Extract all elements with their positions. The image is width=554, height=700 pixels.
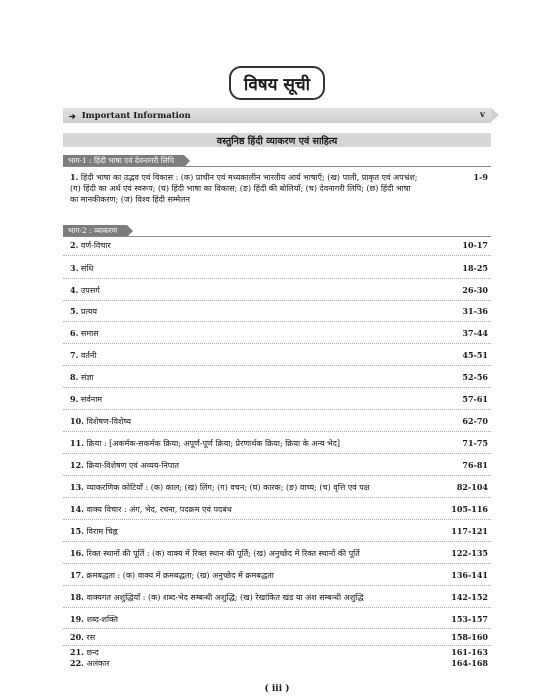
entry-pages: 45-51 [462,350,488,360]
entry-title: विराम चिह्न [86,527,118,536]
toc-entry-14[interactable] [70,504,488,515]
toc-entry-3[interactable] [70,263,488,274]
important-information-link[interactable] [63,108,491,123]
toc-entry-19[interactable] [70,614,488,625]
toc-entry-2[interactable] [70,240,488,251]
entry-title: विशेषण-विशेष्य [86,417,131,426]
entry-pages: 142-152 [451,592,488,602]
entry-pages: 158-160 [451,632,488,642]
entry-pages: 18-25 [462,263,488,273]
entry-pages: 76-81 [462,460,488,470]
toc-entry-15[interactable] [70,526,488,537]
page-title: विषय सूची [229,66,325,100]
entry-pages: 117-121 [451,526,488,536]
part-2-tag: भाग-2 : व्याकरण [63,225,127,237]
divider [63,563,491,564]
entry-title: शब्द-शक्ति [86,615,118,624]
entry-title: क्रमबद्धता : (क) वाक्य में क्रमबद्धता; (ख) अनुच्छेद में क्रमबद्धता [86,571,274,580]
divider [63,343,491,344]
entry-number: 13. [70,482,84,492]
toc-entry-7[interactable] [70,350,488,361]
entry-number: 9. [70,394,79,404]
entry-number: 6. [70,328,79,338]
entry-pages: 62-70 [462,416,488,426]
entry-title: वर्तनी [80,351,97,360]
divider [63,255,491,256]
part-2-divider [63,236,491,237]
divider [63,278,491,279]
toc-entry-1[interactable] [70,172,488,205]
page-number-footer: ( iii ) [264,684,290,694]
entry-pages: 1-9 [473,172,488,182]
entry-title: व्याकरणिक कोटियाँ : (क) काल; (ख) लिंग; (ग) वचन; (घ) कारक; (ङ) वाच्य; (च) वृत्ति एवं पक्ष [86,483,370,492]
part-1-divider [63,166,491,167]
toc-entry-13[interactable] [70,482,488,493]
entry-title: प्रत्यय [80,307,98,316]
toc-entry-8[interactable] [70,372,488,383]
entry-title: संधि [80,264,94,273]
divider [63,475,491,476]
toc-entry-12[interactable] [70,460,488,471]
entry-number: 4. [70,285,79,295]
toc-entry-18[interactable] [70,592,488,603]
entry-title: सर्वनाम [80,395,103,404]
divider [63,321,491,322]
entry-title: छन्द [86,648,99,657]
entry-pages: 31-36 [462,306,488,316]
section-heading: वस्तुनिष्ठ हिंदी व्याकरण एवं साहित्य [63,133,491,147]
entry-title: वाक्यगत अशुद्धियाँ : (क) शब्द-भेद सम्बन्धी अशुद्धि; (ख) रेखांकित खंड या अंश सम्बन्धी अशुद्धि [86,593,364,602]
entry-title: क्रिया-विशेषण एवं अव्यय-निपात [86,461,179,470]
divider [63,645,491,646]
entry-number: 5. [70,306,79,316]
info-page-number: v [480,110,485,120]
entry-pages: 82-104 [456,482,488,492]
entry-number: 12. [70,460,84,470]
entry-number: 1. [70,172,79,182]
divider [63,409,491,410]
entry-pages: 26-30 [462,285,488,295]
entry-number: 17. [70,570,84,580]
toc-entry-20[interactable] [70,632,488,643]
divider [63,585,491,586]
entry-number: 16. [70,548,84,558]
toc-entry-21[interactable] [70,647,488,658]
arrow-right-icon: ➔ [69,110,76,121]
toc-entry-6[interactable] [70,328,488,339]
entry-number: 22. [70,658,84,668]
entry-pages: 122-135 [451,548,488,558]
toc-entry-17[interactable] [70,570,488,581]
entry-number: 21. [70,647,84,657]
toc-entry-9[interactable] [70,394,488,405]
entry-title: रिक्त स्थानों की पूर्ति : (क) वाक्य में रिक्त स्थान की पूर्ति; (ख) अनुच्छेद में रिक्त स्थानों की पूर्ति [86,549,360,558]
entry-title: वर्ण-विचार [80,241,111,250]
divider [63,628,491,629]
entry-pages: 52-56 [462,372,488,382]
entry-pages: 164-168 [451,658,488,668]
info-label: Important Information [81,110,191,121]
entry-number: 8. [70,372,79,382]
entry-pages: 136-141 [451,570,488,580]
toc-entry-5[interactable] [70,306,488,317]
toc-entry-11[interactable] [70,438,488,449]
divider [63,607,491,608]
divider [63,365,491,366]
entry-title: हिंदी भाषा का उद्भव एवं विकास : (क) प्राचीन एवं मध्यकालीन भारतीय आर्य भाषाएँ; (ख) पाली, प्राकृत एवं अपभ्रंश; (ग) हिंदी का अर्थ एवं स्वरूप; (घ) हिंदी भाषा का विकास; (ङ) हिंदी की बोलियाँ; (च) देवनागरी लिपि; (छ) हिंदी भाषा का मानकीकरण; (ज) विश्व हिंदी सम्मेलन [70,173,418,204]
entry-title: क्रिया : [अकर्मक-सकर्मक क्रिया; अपूर्ण-पूर्ण क्रिया; प्रेरणार्थक क्रिया; क्रिया के अन्य भेद] [86,439,341,448]
entry-title: संज्ञा [80,373,94,382]
entry-title: रस [86,633,96,642]
entry-number: 7. [70,350,79,360]
entry-pages: 10-17 [462,240,488,250]
toc-entry-4[interactable] [70,285,488,296]
divider [63,387,491,388]
divider [63,300,491,301]
entry-title: समास [80,329,99,338]
entry-title: अलंकार [86,659,110,668]
toc-entry-16[interactable] [70,548,488,559]
entry-number: 18. [70,592,84,602]
entry-title: वाक्य विचार : अंग, भेद, रचना, पदक्रम एवं पदबंध [86,505,232,514]
entry-number: 14. [70,504,84,514]
entry-pages: 105-116 [451,504,488,514]
divider [63,497,491,498]
notch-decoration [491,108,499,122]
entry-pages: 161-163 [451,647,488,657]
entry-pages: 153-157 [451,614,488,624]
part-1-tag: भाग-1 : हिंदी भाषा एवं देवनागरी लिपि [63,155,184,167]
divider [63,453,491,454]
entry-number: 10. [70,416,84,426]
entry-pages: 71-75 [462,438,488,448]
entry-pages: 57-61 [462,394,488,404]
entry-number: 11. [70,438,84,448]
toc-entry-10[interactable] [70,416,488,427]
entry-pages: 37-44 [462,328,488,338]
entry-number: 2. [70,240,79,250]
entry-number: 20. [70,632,84,642]
entry-title: उपसर्ग [80,286,100,295]
divider [63,519,491,520]
entry-number: 3. [70,263,79,273]
entry-number: 19. [70,614,84,624]
toc-entry-22[interactable] [70,658,488,669]
divider [63,541,491,542]
divider [63,431,491,432]
entry-number: 15. [70,526,84,536]
